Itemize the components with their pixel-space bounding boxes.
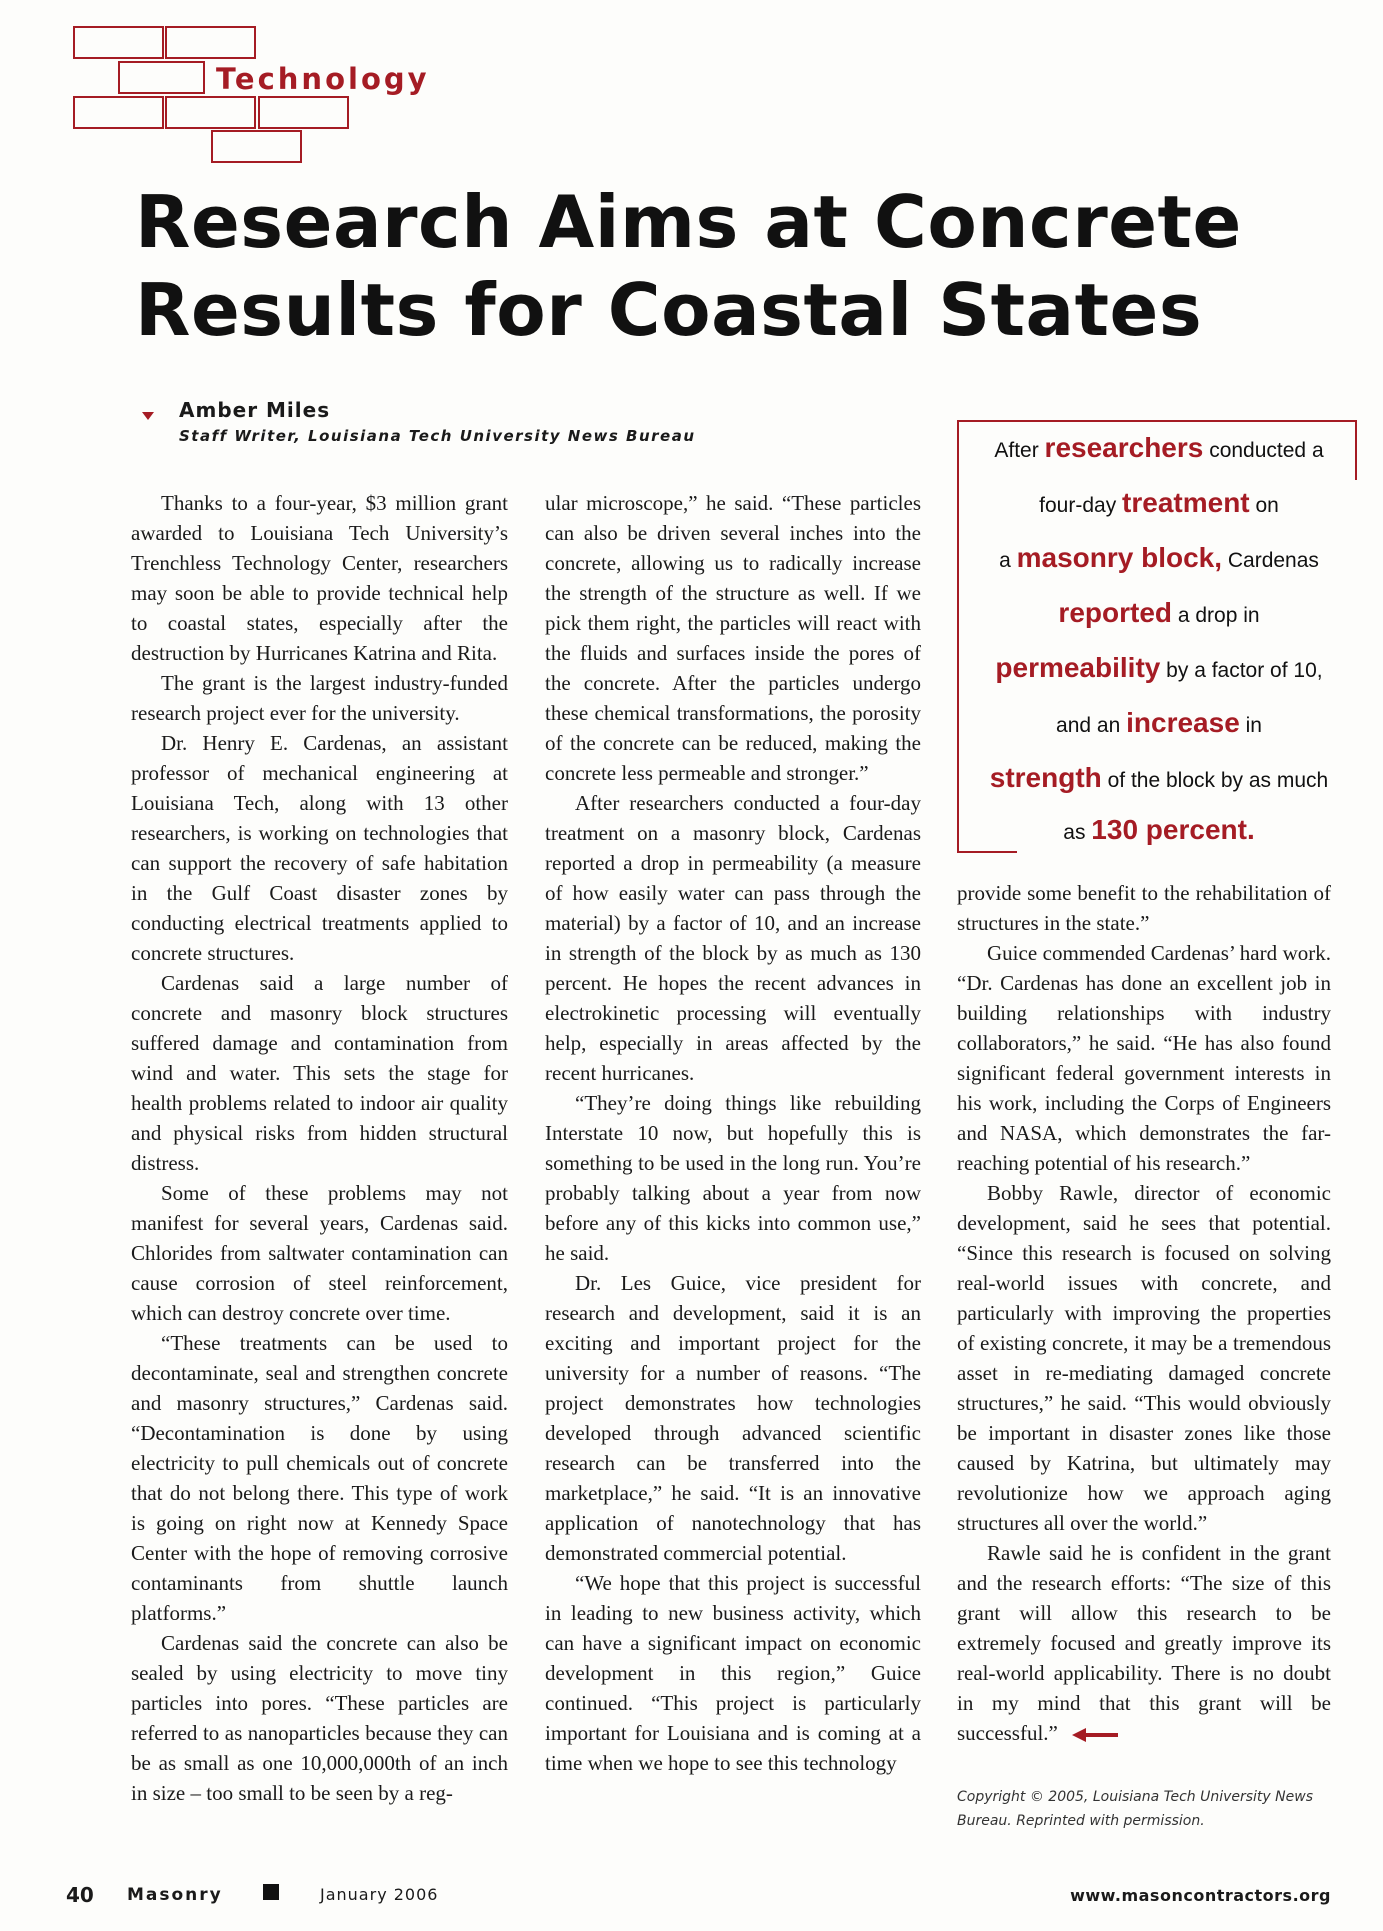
- pull-quote-line: strength of the block by as much: [989, 762, 1329, 793]
- article-column-2: [545, 488, 921, 1778]
- article-column-1: [131, 488, 508, 1808]
- article-column-3: [957, 878, 1331, 1748]
- paragraph: Thanks to a four-year, $3 million grant awarded to Louisiana Tech University’s Trenchless Technology Center, researchers may soon be able to provide technical help to coastal states, especially after the destruction by Hurricanes Katrina and Rita.: [131, 491, 508, 665]
- pull-quote-line: permeability by a factor of 10,: [995, 652, 1323, 683]
- brick-1: [73, 26, 164, 59]
- paragraph: Some of these problems may not manifest for several years, Cardenas said. Chlorides from saltwater contamination can cause corrosion of steel reinforcement, which can destroy concrete over time.: [131, 1181, 508, 1325]
- pull-quote-border-bottom: [957, 851, 1017, 853]
- headline: Research Aims at Concrete Results for Coastal States: [135, 180, 1242, 352]
- paragraph: “They’re doing things like rebuilding Interstate 10 now, but hopefully this is something to be used in the long run. You’re probably talking about a year from now before any of this kicks into common use,” he said.: [545, 1091, 921, 1265]
- section-label: Technology: [216, 62, 430, 96]
- paragraph: Cardenas said a large number of concrete and masonry block structures suffered damage and contamination from wind and water. This sets the stage for health problems related to indoor air quality and physical risks from hidden structural distress.: [131, 971, 508, 1175]
- paragraph: Guice commended Cardenas’ hard work. “Dr. Cardenas has done an excellent job in building relationships with industry collaborators,” he said. “He has also found significant federal government interests in his work, including the Corps of Engineers and NASA, which demonstrates the far-reaching potential of his research.”: [957, 941, 1331, 1175]
- copyright-note: Copyright © 2005, Louisiana Tech University News Bureau. Reprinted with permission.: [957, 1789, 1313, 1829]
- paragraph: Cardenas said the concrete can also be sealed by using electricity to move tiny particles into pores. “These particles are referred to as nanoparticles because they can be as small as one 10,000,000th of an inch in size – too small to be seen by a reg-: [131, 1631, 508, 1805]
- paragraph: [957, 1538, 1331, 1748]
- footer-square-icon: [263, 1884, 279, 1900]
- brick-7: [211, 130, 302, 163]
- brick-3: [118, 61, 205, 94]
- brick-6: [258, 96, 349, 129]
- pull-quote-line: a masonry block, Cardenas: [999, 542, 1319, 573]
- author-name: Amber Miles: [179, 398, 331, 422]
- magazine-name: Masonry: [127, 1885, 223, 1905]
- paragraph: After researchers conducted a four-day treatment on a masonry block, Cardenas reported a drop in permeability (a measure of how easily water can pass through the material) by a factor of 10, and an increase in strength of the block by as much as 130 percent. He hopes the recent advances in electrokinetic processing will eventually help, especially in areas affected by the recent hurricanes.: [545, 791, 921, 1085]
- pull-quote-line: four-day treatment on: [1039, 487, 1279, 518]
- paragraph: Dr. Les Guice, vice president for research and development, said it is an exciting and important project for the university for a number of reasons. “The project demonstrates how technologies developed through advanced scientific research can be transferred into the marketplace,” he said. “It is an innovative application of nanotechnology that has demonstrated commercial potential.: [545, 1271, 921, 1565]
- byline-triangle-icon: [142, 412, 154, 420]
- pull-quote-border-right: [1355, 420, 1357, 480]
- pull-quote-line: reported a drop in: [1058, 597, 1260, 628]
- pull-quote: [957, 420, 1357, 853]
- paragraph: Dr. Henry E. Cardenas, an assistant professor of mechanical engineering at Louisiana Tech, along with 13 other researchers, is working on technologies that can support the recovery of safe habitation in the Gulf Coast disaster zones by conducting electrical treatments applied to concrete structures.: [131, 731, 508, 965]
- paragraph: The grant is the largest industry-funded research project ever for the university.: [131, 671, 508, 725]
- pull-quote-line: After researchers conducted a: [994, 432, 1324, 463]
- brick-5: [165, 96, 256, 129]
- paragraph: ular microscope,” he said. “These particles can also be driven several inches into the concrete, allowing us to radically increase the strength of the structure as well. If we pick them right, the particles will react with the fluids and surfaces inside the pores of the concrete. After the particles undergo these chemical transformations, the porosity of the concrete can be reduced, making the concrete less permeable and stronger.”: [545, 491, 921, 785]
- paragraph: Bobby Rawle, director of economic development, said he sees that potential. “Since this research is focused on solving real-world issues with concrete, and particularly with improving the properties of existing concrete, it may be a tremendous asset in re-mediating damaged concrete structures,” he said. “This would obviously be important in disaster zones like those caused by Katrina, but ultimately may revolutionize how we approach aging structures all over the world.”: [957, 1181, 1331, 1535]
- pull-quote-line: as 130 percent.: [1063, 814, 1255, 845]
- page-number: 40: [66, 1883, 94, 1907]
- website-url: www.masoncontractors.org: [1070, 1886, 1331, 1905]
- end-mark-icon: [1072, 1727, 1118, 1743]
- paragraph: provide some benefit to the rehabilitation of structures in the state.”: [957, 881, 1331, 935]
- issue-date: January 2006: [320, 1885, 439, 1904]
- brick-2: [165, 26, 256, 59]
- paragraph: “These treatments can be used to decontaminate, seal and strengthen concrete and masonry structures,” Cardenas said. “Decontamination is done by using electricity to pull chemicals out of concrete that do not belong there. This type of work is going on right now at Kennedy Space Center with the hope of removing corrosive contaminants from shuttle launch platforms.”: [131, 1331, 508, 1625]
- closing-paragraph-text: Rawle said he is confident in the grant and the research efforts: “The size of this grant will allow this research to be extremely focused and greatly improve its real-world applicability. There is no doubt in my mind that this grant will be successful.”: [957, 1541, 1331, 1745]
- paragraph: “We hope that this project is successful in leading to new business activity, which can have a significant impact on economic development in this region,” Guice continued. “This project is particularly important for Louisiana and is coming at a time when we hope to see this technology: [545, 1571, 921, 1775]
- author-role: Staff Writer, Louisiana Tech University News Bureau: [179, 427, 696, 445]
- pull-quote-line: and an increase in: [1056, 707, 1262, 738]
- brick-4: [73, 96, 164, 129]
